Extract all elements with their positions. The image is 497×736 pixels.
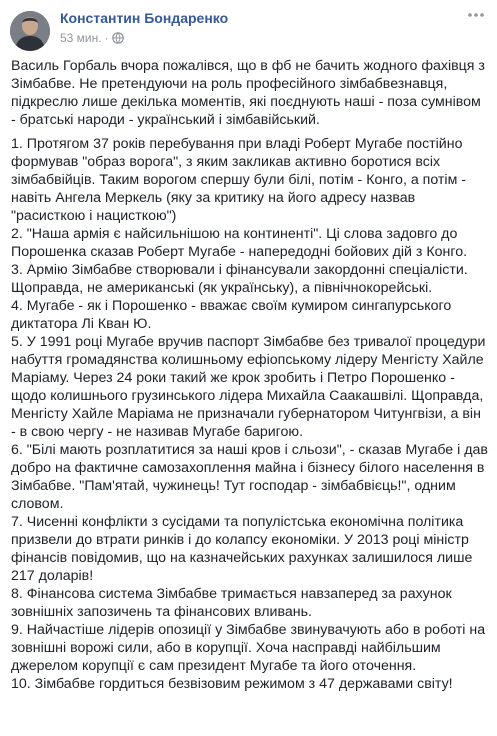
dots-glyph [467,12,485,18]
post-item-4: 4. Мугабе - як і Порошенко - вважає своїм кумиром сингапурського диктатора Лі Кван Ю. [11,298,452,332]
post-item-7: 7. Чисенні конфлікти з сусідами та популістська економічна політика призвели до втрати ринків і до колапсу економіки. У 2013 році міністр фінансів повідомив, що на казначейських рахунках залишилося лише 217 доларів! [11,514,473,584]
post-body [11,57,489,693]
post-item-9: 9. Найчастіше лідерів опозиції у Зімбабве звинувачують або в роботі на зовнішні ворожі сили, або в корупції. Хоча насправді найбільшим джерелом корупції є сам президент Мугабе та його оточення. [11,622,486,674]
post-header [0,0,497,56]
post-meta [60,31,124,47]
post-item-3: 3. Армію Зімбабве створювали і фінансували закордонні спеціалісти. Щоправда, не американські (як українську), а північнокорейські. [11,262,468,296]
post-item-2: 2. "Наша армія є найсильнішою на континенті". Ці слова задовго до Порошенка сказав Роберт Мугабе - напередодні бойових дій з Конго. [11,226,468,260]
more-options-icon[interactable] [465,8,487,24]
author-name-link[interactable]: Константин Бондаренко [60,10,229,26]
post-item-6: 6. "Білі мають розплатитися за наші кров і сльози", - сказав Мугабе і дав добро на фактичне самозахоплення майна і бізнесу білого населення в Зімбабве. "Пам'ятай, чужинець! Тут господар - зімбабвієць!", одним словом. [11,442,488,512]
post-item-5: 5. У 1991 році Мугабе вручив паспорт Зімбабве без тривалої процедури набуття громадянства колишньому ефіопському лідеру Менгісту Хайле Маріаму. Через 24 роки такий же крок зробить і Петро Порошенко - щодо колишнього грузинського лідера Михайла Саакашвілі. Щоправда, Менгісту Хайле Маріама не призначали губернатором Читунгвізи, а він - в свою чергу - не називав Мугабе баригою. [11,334,486,440]
meta-separator: · [104,31,109,45]
post-item-1: 1. Протягом 37 років перебування при владі Роберт Мугабе постійно формував "образ ворога", з яким закликав активно боротися всіх зімбабвійців. Таким ворогом спершу були білі, потім - Конго, а потім - навіть Ангела Меркель (яку за критику на його адресу назвав "расисткою і нацисткою") [11,136,466,224]
post-intro: Василь Горбаль вчора пожалівся, що в фб не бачить жодного фахівця з Зімбабве. Не претендуючи на роль професійного зімбабвезнавця, підкреслю лише декілька моментів, які поєднують наші - поза сумнівом - братські народи - український і зімбавійський. [11,58,485,128]
author-photo [10,11,50,51]
post-item-8: 8. Фінансова система Зімбабве тримається навзаперед за рахунок зовнішніх запозичень та фінансових вливань. [11,586,452,620]
post-item-10: 10. Зімбабве гордиться безвізовим режимом з 47 державами світу! [11,676,453,692]
globe-icon[interactable] [112,32,124,44]
author-avatar[interactable] [10,11,50,51]
post-timestamp[interactable]: 53 мин. [60,31,102,45]
